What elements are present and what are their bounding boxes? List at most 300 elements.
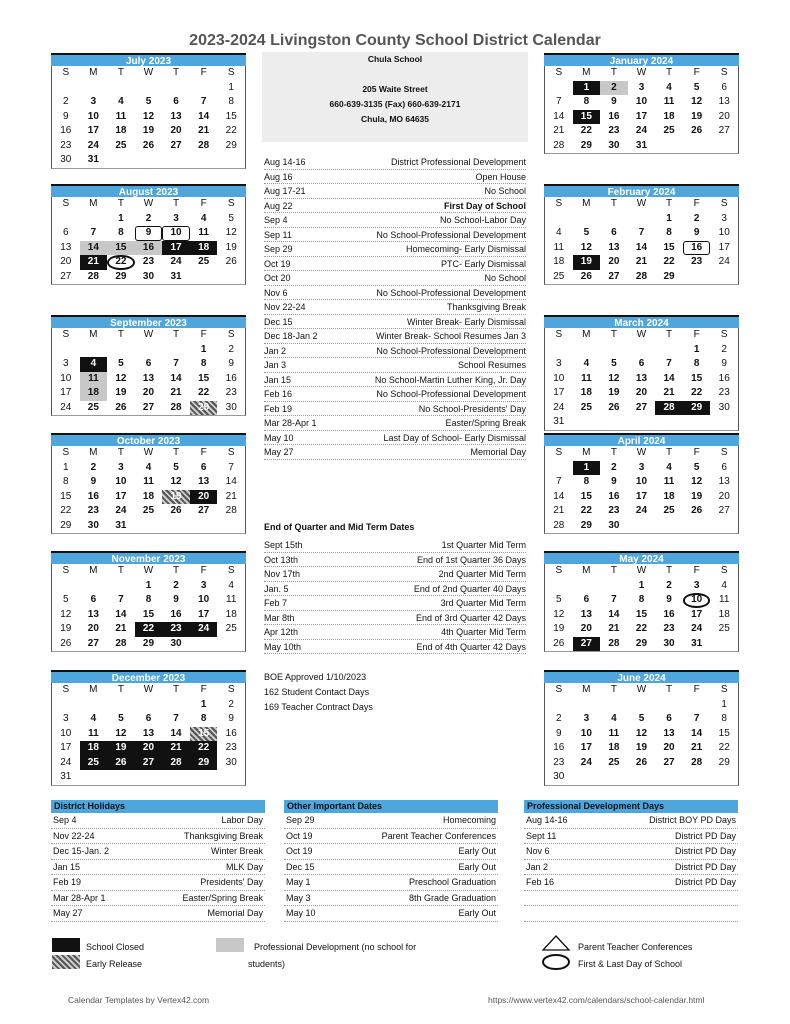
day-cell: 12 (225, 227, 237, 238)
event-row (264, 170, 526, 185)
day-cell: 28 (87, 270, 99, 282)
weekday-label: W (636, 684, 647, 695)
day-cell: 16 (553, 742, 565, 753)
footer-row (51, 906, 265, 922)
day-cell: 12 (115, 727, 127, 739)
empty-cell (80, 579, 108, 594)
day-cell: 16 (683, 241, 711, 256)
weekday-label: W (636, 198, 647, 209)
day-cell: 2 (556, 713, 562, 724)
empty-cell (655, 698, 683, 713)
day-cell: 27 (608, 270, 620, 282)
day-cell: 16 (663, 608, 675, 620)
day-cell: 14 (608, 608, 620, 620)
weekday-label: T (173, 447, 180, 458)
day-cell: 11 (226, 594, 237, 605)
footer-date: Dec 15 (286, 861, 315, 872)
event-row (264, 213, 526, 228)
empty-cell (600, 579, 628, 594)
day-cell: 8 (118, 227, 124, 238)
month-header: July 2023 (51, 53, 246, 66)
day-cell: 17 (162, 241, 190, 256)
event-date: May 27 (264, 447, 294, 457)
day-cell: 27 (663, 756, 675, 768)
empty-cell (52, 579, 80, 594)
day-cell: 14 (225, 476, 237, 487)
day-cell: 9 (135, 226, 163, 241)
empty-cell (573, 579, 601, 594)
day-cell: 10 (553, 372, 565, 384)
weekday-label: M (582, 565, 591, 576)
footer-row (524, 891, 738, 907)
day-cell: 15 (663, 241, 675, 253)
quarter-row (264, 611, 526, 626)
day-cell: 13 (580, 608, 592, 620)
day-cell: 8 (228, 96, 234, 107)
quarter-date: Apr 12th (264, 627, 299, 637)
event-date: Sep 11 (264, 229, 292, 240)
day-cell: 21 (608, 623, 620, 634)
day-cell: 19 (225, 241, 237, 253)
month-dec (51, 670, 246, 786)
day-cell: 18 (553, 256, 565, 267)
day-cell: 18 (190, 241, 218, 256)
day-cell: 17 (635, 110, 648, 122)
month-sep (51, 315, 246, 416)
credit-left: Calendar Templates by Vertex42.com (68, 995, 210, 1005)
day-cell: 7 (611, 594, 617, 605)
month-mar (544, 315, 739, 431)
weekday-label: S (720, 329, 728, 340)
footer-desc: District BOY PD Days (649, 815, 736, 825)
weekday-label: W (636, 565, 647, 576)
day-cell: 17 (198, 608, 210, 620)
day-cell: 23 (225, 387, 237, 398)
day-cell: 13 (198, 476, 210, 487)
day-cell: 4 (228, 579, 234, 591)
day-cell: 4 (80, 357, 108, 372)
day-cell: 17 (60, 742, 72, 753)
weekday-label: S (555, 329, 563, 340)
day-cell: 7 (118, 594, 124, 605)
day-cell: 2 (600, 81, 628, 96)
day-cell: 22 (580, 125, 592, 136)
month-header: April 2024 (544, 433, 739, 446)
day-cell: 24 (115, 505, 127, 516)
footer-date: Sep 4 (53, 815, 77, 825)
legend-first: First & Last Day of School (578, 959, 683, 969)
day-cell: 29 (225, 139, 237, 151)
event-date: Nov 6 (264, 287, 288, 298)
day-cell: 26 (107, 756, 135, 771)
event-row (264, 344, 526, 359)
day-cell: 13 (170, 110, 182, 122)
day-cell: 10 (87, 110, 99, 122)
footer-date: Jan 15 (53, 861, 81, 872)
weekday-label: W (143, 565, 154, 576)
day-cell: 1 (145, 579, 152, 591)
weekday-label: S (227, 329, 235, 340)
day-cell: 22 (663, 256, 675, 267)
day-cell: 1 (721, 698, 727, 710)
day-cell: 10 (60, 727, 72, 739)
school-phone: 660-639-3135 (Fax) 660-639-2171 (329, 99, 461, 109)
quarter-desc: 4th Quarter Mid Term (441, 627, 526, 637)
day-cell: 6 (90, 594, 97, 605)
day-cell: 21 (691, 742, 703, 753)
day-cell: 27 (142, 401, 155, 413)
empty-cell (52, 81, 80, 96)
weekday-label: T (610, 329, 617, 340)
note-row: 169 Teacher Contract Days (264, 702, 373, 712)
day-cell: 5 (638, 713, 645, 724)
weekday-label: M (582, 67, 591, 78)
month-header: May 2024 (544, 551, 739, 564)
empty-cell (190, 81, 218, 96)
empty-cell (162, 81, 190, 96)
day-cell: 12 (635, 727, 648, 739)
day-cell: 16 (608, 490, 620, 502)
weekday-label: F (693, 198, 700, 209)
day-cell: 4 (556, 227, 562, 238)
day-cell: 11 (88, 727, 99, 739)
day-cell: 3 (90, 96, 97, 107)
day-cell: 31 (115, 519, 127, 531)
empty-cell (107, 343, 135, 358)
day-cell: 28 (198, 139, 210, 151)
day-cell: 9 (666, 594, 672, 605)
event-row (264, 228, 526, 243)
day-cell: 20 (718, 110, 730, 122)
weekday-label: S (227, 684, 235, 695)
empty-cell (545, 81, 573, 96)
weekday-label: S (555, 447, 563, 458)
event-date: Dec 18-Jan 2 (264, 331, 318, 341)
footer-row (284, 875, 498, 891)
day-cell: 26 (635, 756, 648, 768)
legend-pd2: students) (248, 959, 286, 969)
day-cell: 9 (90, 476, 97, 487)
empty-cell (628, 343, 656, 358)
day-cell: 13 (718, 96, 730, 107)
day-cell: 15 (635, 608, 648, 620)
day-cell: 8 (200, 358, 207, 369)
day-cell: 24 (580, 756, 592, 768)
weekday-label: T (173, 684, 180, 695)
day-cell: 18 (663, 490, 675, 502)
event-row (264, 300, 526, 315)
day-cell: 9 (611, 96, 617, 107)
day-cell: 18 (718, 608, 730, 620)
weekday-label: M (582, 684, 591, 695)
day-cell: 30 (608, 139, 620, 151)
day-cell: 20 (142, 387, 155, 398)
day-cell: 28 (691, 756, 703, 768)
day-cell: 12 (608, 372, 620, 384)
day-cell: 19 (107, 741, 135, 756)
event-row (264, 184, 526, 199)
weekday-label: W (143, 447, 154, 458)
day-cell: 24 (170, 256, 182, 267)
weekday-label: F (200, 565, 207, 576)
day-cell: 11 (608, 727, 620, 739)
footer-desc: MLK Day (225, 861, 263, 872)
day-cell: 21 (115, 623, 127, 634)
event-date: Oct 19 (264, 258, 291, 269)
day-cell: 30 (553, 771, 565, 782)
day-cell: 31 (60, 771, 72, 782)
day-cell: 9 (721, 358, 727, 369)
day-cell: 6 (63, 227, 69, 238)
quarter-date: Mar 8th (264, 612, 295, 623)
event-row (264, 358, 526, 373)
weekday-label: T (117, 447, 124, 458)
month-header: November 2023 (51, 551, 246, 564)
footer-row (51, 844, 265, 860)
day-cell: 30 (663, 637, 675, 649)
weekday-label: S (62, 198, 70, 209)
day-cell: 9 (63, 110, 69, 122)
day-cell: 14 (198, 110, 210, 122)
day-cell: 2 (611, 461, 617, 473)
event-row (264, 445, 526, 460)
event-date: Feb 16 (264, 389, 293, 399)
footer-table-title: Professional Development Days (524, 800, 738, 813)
day-cell: 24 (635, 505, 648, 516)
weekday-label: T (117, 67, 124, 78)
weekday-label: T (610, 447, 617, 458)
empty-cell (545, 212, 573, 227)
day-cell: 16 (608, 110, 620, 122)
day-cell: 10 (162, 226, 190, 241)
event-desc: Winter Break- Early Dismissal (406, 316, 526, 327)
day-cell: 15 (142, 608, 155, 620)
day-cell: 27 (170, 139, 182, 151)
day-cell: 16 (225, 372, 237, 384)
day-cell: 29 (190, 756, 218, 771)
day-cell: 30 (60, 154, 72, 165)
day-cell: 2 (721, 343, 727, 355)
quarter-row (264, 538, 526, 553)
day-cell: 28 (553, 139, 565, 151)
weekday-label: T (173, 67, 180, 78)
weekday-label: S (62, 447, 70, 458)
day-cell: 19 (691, 110, 703, 122)
day-cell: 19 (608, 387, 620, 398)
day-cell: 25 (142, 505, 155, 516)
footer-date: Mar 28-Apr 1 (53, 892, 106, 903)
day-cell: 24 (691, 623, 703, 634)
month-header: February 2024 (544, 184, 739, 197)
day-cell: 4 (611, 713, 617, 724)
day-cell: 6 (611, 227, 617, 238)
day-cell: 18 (80, 741, 108, 756)
weekday-label: W (636, 447, 647, 458)
day-cell: 28 (225, 505, 237, 516)
event-desc: First Day of School (443, 200, 526, 211)
day-cell: 30 (225, 756, 237, 768)
footer-desc: Early Out (458, 908, 496, 918)
day-cell: 20 (580, 623, 592, 634)
day-cell: 8 (583, 96, 590, 107)
day-cell: 25 (115, 139, 127, 151)
day-cell: 22 (198, 387, 210, 398)
footer-row (524, 875, 738, 891)
day-cell: 11 (663, 96, 675, 107)
weekday-label: F (693, 565, 700, 576)
day-cell: 14 (691, 727, 703, 739)
day-cell: 12 (691, 476, 703, 487)
day-cell: 14 (115, 608, 127, 620)
weekday-label: F (693, 67, 700, 78)
day-cell: 27 (87, 637, 99, 649)
day-cell: 23 (691, 256, 703, 267)
footer-table-title: Other Important Dates (284, 800, 498, 813)
day-cell: 2 (145, 212, 152, 224)
event-date: Aug 14-16 (264, 157, 306, 167)
month-header: December 2023 (51, 670, 246, 683)
event-date: Feb 19 (264, 403, 293, 414)
day-cell: 27 (573, 637, 601, 652)
day-cell: 18 (580, 387, 592, 398)
footer-row (284, 813, 498, 829)
month-jun (544, 670, 739, 786)
event-row (264, 329, 526, 344)
quarter-row (264, 596, 526, 611)
quarter-date: Oct 13th (264, 554, 299, 565)
day-cell: 16 (87, 490, 99, 502)
day-cell: 19 (60, 623, 72, 634)
weekday-label: S (62, 67, 70, 78)
month-header: March 2024 (544, 315, 739, 328)
day-cell: 24 (60, 756, 72, 768)
day-cell: 5 (693, 81, 700, 93)
weekday-label: S (227, 447, 235, 458)
day-cell: 26 (691, 505, 703, 516)
day-cell: 5 (173, 461, 179, 473)
event-desc: Memorial Day (470, 447, 526, 457)
day-cell: 30 (87, 519, 99, 531)
day-cell: 26 (115, 401, 127, 413)
day-cell: 22 (135, 622, 163, 637)
empty-cell (573, 698, 601, 713)
day-cell: 3 (118, 461, 124, 473)
day-cell: 22 (691, 387, 703, 398)
day-cell: 28 (115, 637, 127, 649)
day-cell: 17 (553, 387, 565, 398)
day-cell: 1 (666, 212, 672, 224)
empty-cell (545, 343, 573, 358)
weekday-label: T (666, 565, 673, 576)
day-cell: 8 (721, 713, 727, 724)
day-cell: 20 (170, 125, 182, 136)
footer-desc: Early Out (458, 861, 496, 872)
day-cell: 16 (60, 125, 72, 136)
event-desc: No School-Professional Development (376, 287, 526, 298)
day-cell: 26 (553, 637, 565, 649)
footer-desc: District PD Day (674, 861, 736, 872)
day-cell: 14 (80, 241, 108, 256)
empty-cell (52, 698, 80, 713)
event-row (264, 155, 526, 170)
day-cell: 6 (145, 358, 152, 369)
day-cell: 1 (63, 461, 69, 473)
footer-date: May 27 (53, 908, 83, 918)
day-cell: 6 (173, 96, 179, 107)
day-cell: 20 (608, 256, 620, 267)
day-cell: 16 (135, 241, 163, 256)
day-cell: 3 (638, 461, 645, 473)
day-cell: 17 (691, 608, 703, 620)
day-cell: 30 (170, 637, 182, 649)
day-cell: 5 (118, 713, 124, 724)
day-cell: 4 (666, 81, 672, 93)
footer-table-title: District Holidays (51, 800, 265, 813)
event-row (264, 431, 526, 446)
weekday-label: T (610, 198, 617, 209)
day-cell: 13 (608, 241, 620, 253)
day-cell: 23 (608, 125, 620, 136)
day-cell: 7 (90, 227, 97, 238)
event-date: Dec 15 (264, 316, 293, 327)
quarter-desc: End of 3rd Quarter 42 Days (415, 612, 526, 623)
month-header: September 2023 (51, 315, 246, 328)
day-cell: 11 (143, 476, 154, 487)
day-cell: 27 (135, 756, 163, 771)
day-cell: 10 (718, 227, 730, 238)
day-cell: 6 (145, 713, 152, 724)
day-cell: 5 (611, 358, 617, 369)
day-cell: 11 (115, 110, 127, 122)
day-cell: 22 (60, 505, 72, 516)
legend-early: Early Release (86, 959, 143, 969)
day-cell: 5 (583, 227, 590, 238)
empty-cell (162, 698, 190, 713)
day-cell: 1 (200, 343, 207, 355)
weekday-label: S (720, 447, 728, 458)
event-row (264, 315, 526, 330)
day-cell: 4 (583, 358, 590, 369)
day-cell: 24 (190, 622, 218, 637)
quarter-row (264, 567, 526, 582)
day-cell: 18 (142, 490, 155, 502)
day-cell: 4 (721, 579, 727, 591)
day-cell: 8 (693, 358, 700, 369)
event-date: Oct 20 (264, 273, 291, 283)
event-desc: No School (484, 273, 526, 283)
day-cell: 6 (721, 81, 727, 93)
day-cell: 30 (718, 401, 730, 413)
day-cell: 1 (638, 579, 645, 591)
day-cell: 7 (228, 461, 234, 473)
day-cell: 29 (635, 637, 648, 649)
event-desc: School Resumes (457, 360, 526, 370)
day-cell: 27 (635, 401, 648, 413)
footer-row (284, 844, 498, 860)
footer-row (51, 813, 265, 829)
day-cell: 11 (719, 594, 730, 605)
day-cell: 29 (60, 519, 72, 531)
day-cell: 4 (118, 96, 124, 107)
day-cell: 3 (173, 212, 179, 224)
weekday-label: M (582, 329, 591, 340)
footer-desc: Presidents' Day (200, 877, 263, 887)
empty-cell (107, 81, 135, 96)
day-cell: 13 (663, 727, 675, 739)
day-cell: 25 (580, 401, 592, 413)
event-desc: District Professional Development (390, 157, 526, 167)
weekday-label: S (555, 198, 563, 209)
